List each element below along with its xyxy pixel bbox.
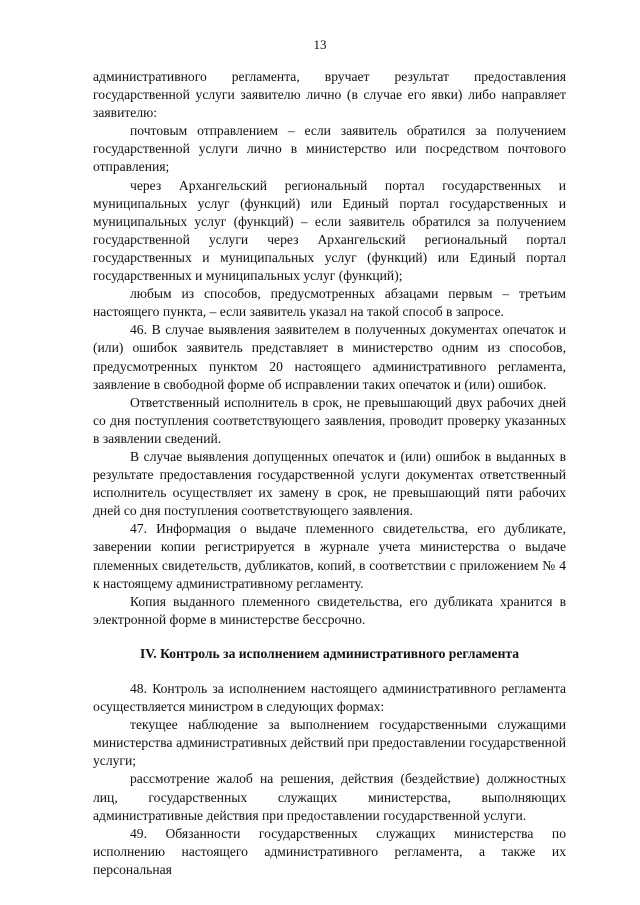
section-heading: IV. Контроль за исполнением административного регламента (139, 645, 520, 661)
paragraph: В случае выявления допущенных опечаток и (или) ошибок в выданных в результате предоставления государственной услуги документах ответственный исполнитель осуществляет их замену в срок, не превышающий пяти рабочих дней со дня поступления соответствующего заявления. (93, 448, 566, 519)
page-number: 13 (313, 37, 327, 52)
paragraph: через Архангельский региональный портал государственных и муниципальных услуг (функций) или Единый портал государственных и муниципальных услуг (функций) – если заявитель обратился за получением государственной услуги через Архангельский региональный портал государственных и муниципальных услуг (функций) или Единый портал государственных и муниципальных услуг (функций); (93, 177, 566, 284)
document-body (93, 68, 566, 879)
paragraph: почтовым отправлением – если заявитель обратился за получением государственной услуги лично в министерство или посредством почтового отправления; (93, 123, 566, 175)
paragraph: Копия выданного племенного свидетельства, его дубликата хранится в электронной форме в министерстве бессрочно. (93, 593, 566, 627)
paragraph: любым из способов, предусмотренных абзацами первым – третьим настоящего пункта, – если заявитель указал на такой способ в запросе. (93, 286, 566, 320)
paragraph: рассмотрение жалоб на решения, действия (бездействие) должностных лиц, государственных служащих министерства, выполняющих административные действия при предоставлении государственной услуги. (93, 771, 566, 823)
paragraph: 49. Обязанности государственных служащих министерства по исполнению настоящего административного регламента, а также их персональная (93, 825, 566, 877)
paragraph: административного регламента, вручает результат предоставления государственной услуги заявителю лично (в случае его явки) либо направляет заявителю: (93, 69, 566, 121)
paragraph: 48. Контроль за исполнением настоящего административного регламента осуществляется министром в следующих формах: (93, 681, 566, 715)
paragraph: 47. Информация о выдаче племенного свидетельства, его дубликате, заверении копии регистрируется в журнале учета министерства о выдаче племенных свидетельств, дубликатов, копий, в соответствии с приложением № 4 к настоящему административному регламенту. (93, 521, 566, 591)
paragraph: Ответственный исполнитель в срок, не превышающий двух рабочих дней со дня поступления соответствующего заявления, проводит проверку указанных в заявлении сведений. (93, 394, 566, 446)
paragraph: текущее наблюдение за выполнением государственными служащими министерства административных действий при предоставлении государственной услуги; (93, 717, 566, 769)
paragraph: 46. В случае выявления заявителем в полученных документах опечаток и (или) ошибок заявитель представляет в министерство одним из способов, предусмотренных пунктом 20 настоящего административного регламента, заявление в свободной форме об исправлении таких опечаток и (или) ошибок. (93, 322, 566, 392)
